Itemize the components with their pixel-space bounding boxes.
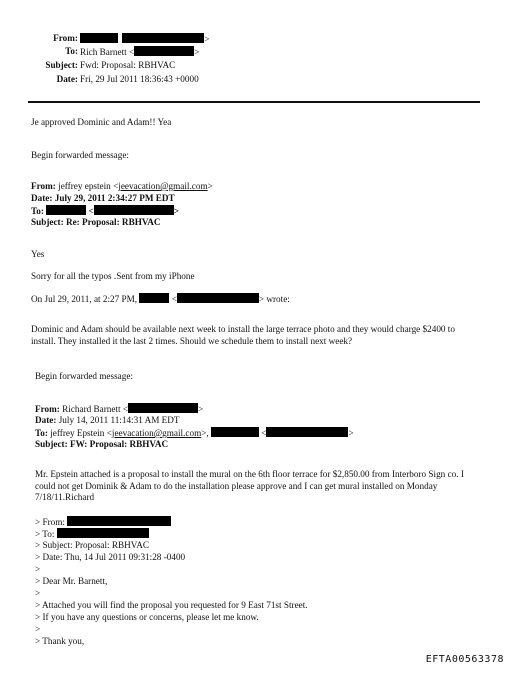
msg2-from-email[interactable]: jeevacation@gmail.com bbox=[118, 181, 208, 191]
top-date-label: Date: bbox=[56, 74, 78, 84]
reply-yes: Yes bbox=[31, 249, 45, 259]
msg3-to-email[interactable]: jeevacation@gmail.com bbox=[111, 428, 202, 438]
redaction-bar bbox=[122, 33, 204, 43]
redaction-bar bbox=[46, 205, 86, 215]
redaction-bar bbox=[139, 293, 169, 303]
top-date-value: Fri, 29 Jul 2011 18:36:43 +0000 bbox=[80, 74, 199, 84]
msg2-subject-value: Re: Proposal: RBHVAC bbox=[65, 217, 161, 227]
quoted-blank: > bbox=[35, 624, 41, 634]
top-to-value: Rich Barnett < > bbox=[80, 47, 200, 57]
redaction-bar bbox=[57, 528, 149, 538]
quoted-blank: > bbox=[35, 588, 41, 598]
forwarded-heading: Begin forwarded message: bbox=[31, 150, 129, 160]
redaction-bar bbox=[266, 427, 348, 437]
redaction-bar bbox=[128, 403, 198, 413]
msg2-date bbox=[31, 193, 175, 204]
quoted-dear: > Dear Mr. Barnett, bbox=[35, 576, 108, 586]
msg3-to: To: jeffrey Epstein <jeevacation@gmail.com>, < > bbox=[35, 428, 354, 438]
quoted-thanks: > Thank you, bbox=[35, 636, 85, 646]
msg3-from-label: From: bbox=[35, 404, 60, 414]
msg3-subject bbox=[35, 439, 168, 450]
msg2-from-value: jeffrey epstein < bbox=[58, 181, 119, 191]
mural-paragraph: Mr. Epstein attached is a proposal to install the mural on the 6th floor terrace for $2,850.00 from Interboro Sign co. I could not get Dominik & Adam to do the installation please approve and I can get mural installed on Monday 7/18/11.Richard bbox=[35, 469, 464, 502]
msg3-subject-label: Subject: bbox=[35, 439, 68, 449]
top-from-value: > bbox=[80, 33, 209, 45]
msg3-date bbox=[35, 415, 180, 426]
sent-from-iphone: Sorry for all the typos .Sent from my iPhone bbox=[31, 271, 195, 281]
redaction-bar bbox=[177, 293, 259, 303]
msg3-from-value: Richard Barnett < bbox=[62, 404, 129, 414]
msg2-subject bbox=[31, 217, 161, 228]
top-to-label: To: bbox=[65, 46, 78, 56]
top-subject-value: Fwd: Proposal: RBHVAC bbox=[80, 60, 176, 70]
msg3-date-label: Date: bbox=[35, 415, 57, 425]
msg3-subject-value: FW: Proposal: RBHVAC bbox=[69, 439, 169, 449]
top-subject-label: Subject: bbox=[45, 60, 78, 70]
msg2-subject-label: Subject: bbox=[31, 217, 64, 227]
redaction-bar bbox=[80, 33, 118, 43]
msg3-to-label: To: bbox=[35, 428, 48, 438]
msg3-to-value: jeffrey Epstein < bbox=[50, 428, 112, 438]
wrote-prefix: On Jul 29, 2011, at 2:27 PM, bbox=[31, 294, 138, 304]
body-line: Je approved Dominic and Adam!! Yea bbox=[31, 117, 172, 127]
quoted-to: > To: bbox=[35, 528, 149, 540]
quoted-blank: > bbox=[35, 564, 41, 574]
header-divider bbox=[28, 101, 480, 103]
quoted-from: > From: bbox=[35, 516, 171, 528]
quoted-subject: > Subject: Proposal: RBHVAC bbox=[35, 540, 149, 550]
top-to-name: Rich Barnett < bbox=[80, 47, 135, 57]
redaction-bar bbox=[134, 46, 194, 56]
quoted-date: > Date: Thu, 14 Jul 2011 09:31:28 -0400 bbox=[35, 552, 186, 562]
redaction-bar bbox=[211, 427, 259, 437]
msg2-from: From: jeffrey epstein <jeevacation@gmail.com> bbox=[31, 181, 213, 191]
document-id: EFTA00563378 bbox=[425, 654, 504, 665]
redaction-bar bbox=[94, 205, 174, 215]
redaction-bar bbox=[67, 516, 171, 526]
msg2-date-value: July 29, 2011 2:34:27 PM EDT bbox=[54, 193, 175, 203]
quoted-questions: > If you have any questions or concerns, please let me know. bbox=[35, 612, 259, 622]
msg2-to: To: < > bbox=[31, 206, 180, 216]
quoted-attached: > Attached you will find the proposal you requested for 9 East 71st Street. bbox=[35, 600, 308, 610]
wrote-line: On Jul 29, 2011, at 2:27 PM, < > wrote: bbox=[31, 294, 290, 304]
forwarded-heading-2: Begin forwarded message: bbox=[35, 371, 133, 381]
msg2-to-label: To: bbox=[31, 206, 44, 216]
top-from-label: From: bbox=[53, 33, 78, 43]
wrote-suffix: > wrote: bbox=[258, 294, 290, 304]
msg2-date-label: Date: bbox=[31, 193, 53, 203]
msg3-from: From: Richard Barnett < > bbox=[35, 404, 204, 414]
dominic-paragraph: Dominic and Adam should be available next week to install the large terrace photo and they would charge $2400 to install. They installed it the last 2 times. Should we schedule them to install next week? bbox=[31, 324, 455, 346]
msg2-from-label: From: bbox=[31, 181, 56, 191]
msg3-date-value: July 14, 2011 11:14:31 AM EDT bbox=[58, 415, 180, 425]
